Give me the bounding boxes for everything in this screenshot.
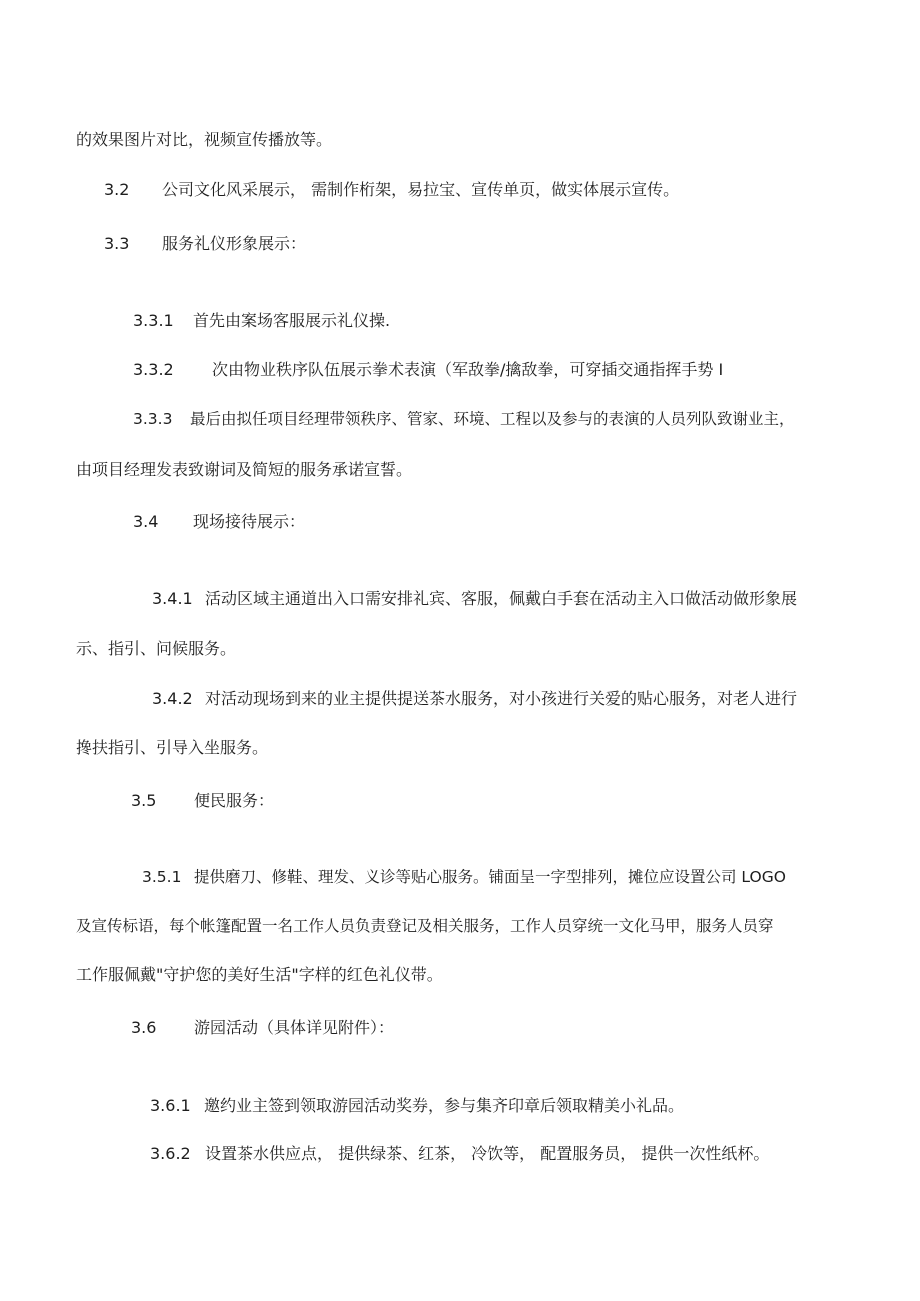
body-line bbox=[76, 964, 443, 986]
subsection-item bbox=[150, 1095, 684, 1117]
subsection-item bbox=[142, 866, 786, 888]
body-line bbox=[76, 737, 268, 759]
section-heading bbox=[104, 233, 306, 255]
line-text: 由项目经理发表致谢词及简短的服务承诺宣誓。 bbox=[76, 460, 413, 479]
section-number: 3.4 bbox=[133, 512, 159, 531]
line-text: 最后由拟任项目经理带领秩序、管家、环境、工程以及参与的表演的人员列队致谢业主， bbox=[190, 410, 795, 428]
line-text: 现场接待展示： bbox=[193, 512, 306, 531]
body-line bbox=[76, 459, 412, 481]
subsection-item bbox=[152, 588, 797, 610]
line-text: 次由物业秩序队伍展示拳术表演（军敌拳/擒敌拳，可穿插交通指挥手势 I bbox=[212, 360, 724, 379]
body-line bbox=[76, 915, 774, 937]
line-text: 公司文化风采展示， 需制作桁架，易拉宝、宣传单页，做实体展示宣传。 bbox=[162, 180, 680, 199]
line-text: 首先由案场客服展示礼仪操. bbox=[193, 311, 391, 330]
section-number: 3.4.2 bbox=[152, 689, 193, 708]
line-text: 便民服务： bbox=[194, 791, 275, 810]
section-number: 3.3.1 bbox=[133, 311, 174, 330]
line-text: 对活动现场到来的业主提供提送茶水服务，对小孩进行关爱的贴心服务，对老人进行 bbox=[205, 689, 798, 708]
line-text: 提供磨刀、修鞋、理发、义诊等贴心服务。铺面呈一字型排列，摊位应设置公司 LOGO bbox=[194, 868, 786, 886]
line-text: 设置茶水供应点， 提供绿茶、红茶， 冷饮等， 配置服务员， 提供一次性纸杯。 bbox=[205, 1144, 770, 1163]
section-number: 3.4.1 bbox=[152, 589, 193, 608]
section-number: 3.5 bbox=[131, 791, 157, 810]
line-text: 搀扶指引、引导入坐服务。 bbox=[76, 738, 269, 757]
section-number: 3.6.1 bbox=[150, 1096, 191, 1115]
body-line bbox=[76, 129, 332, 151]
body-line bbox=[76, 638, 236, 660]
section-number: 3.3.3 bbox=[133, 410, 173, 428]
section-number: 3.6.2 bbox=[150, 1144, 191, 1163]
subsection-item bbox=[133, 408, 795, 430]
line-text: 服务礼仪形象展示： bbox=[162, 234, 307, 253]
subsection-item bbox=[133, 359, 723, 381]
subsection-item bbox=[152, 688, 797, 710]
line-text: 邀约业主签到领取游园活动奖券，参与集齐印章后领取精美小礼品。 bbox=[204, 1096, 685, 1115]
subsection-item bbox=[133, 310, 390, 332]
section-number: 3.2 bbox=[104, 180, 130, 199]
subsection-item bbox=[150, 1143, 769, 1165]
section-number: 3.3 bbox=[104, 234, 130, 253]
line-text: 的效果图片对比，视频宣传播放等。 bbox=[76, 130, 333, 149]
line-text: 游园活动（具体详见附件）： bbox=[194, 1018, 395, 1037]
section-number: 3.3.2 bbox=[133, 360, 174, 379]
line-text: 活动区域主通道出入口需安排礼宾、客服，佩戴白手套在活动主入口做活动做形象展 bbox=[205, 589, 798, 608]
section-heading bbox=[131, 790, 274, 812]
line-text: 示、指引、问候服务。 bbox=[76, 639, 237, 658]
section-heading bbox=[104, 179, 679, 201]
section-number: 3.6 bbox=[131, 1018, 157, 1037]
section-number: 3.5.1 bbox=[142, 868, 182, 886]
section-heading bbox=[133, 511, 305, 533]
line-text: 工作服佩戴"守护您的美好生活"字样的红色礼仪带。 bbox=[76, 965, 443, 984]
section-heading bbox=[131, 1017, 394, 1039]
line-text: 及宣传标语，每个帐篷配置一名工作人员负责登记及相关服务，工作人员穿统一文化马甲，服务人员穿 bbox=[76, 917, 774, 935]
